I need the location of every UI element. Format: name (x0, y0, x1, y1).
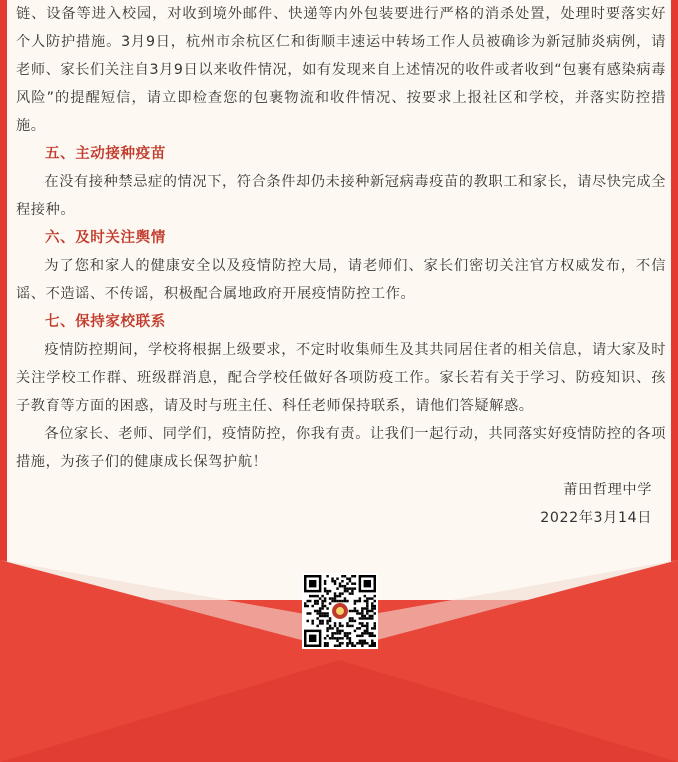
letter-paper (7, 0, 671, 600)
qr-code-icon (302, 573, 378, 649)
section-heading-vaccination: 五、主动接种疫苗 (45, 146, 166, 162)
paragraph-public-opinion: 为了您和家人的健康安全以及疫情防控大局，请老师们、家长们密切关注官方权威发布，不信谣、不造谣、不传谣，积极配合属地政府开展疫情防控工作。 (16, 258, 666, 302)
qr-code-pattern (304, 575, 376, 647)
section-heading-public-opinion: 六、及时关注舆情 (45, 230, 166, 246)
signature-date: 2022年3月14日 (540, 510, 652, 526)
paragraph-vaccination: 在没有接种禁忌症的情况下，符合条件却仍未接种新冠病毒疫苗的教职工和家长，请尽快完成全程接种。 (16, 174, 666, 218)
section-heading-home-school: 七、保持家校联系 (45, 314, 166, 330)
paragraph-continued: 链、设备等进入校园，对收到境外邮件、快递等内外包装要进行严格的消杀处置，处理时要落实好个人防护措施。3月9日，杭州市余杭区仁和街顺丰速运中转场工作人员被确诊为新冠肺炎病例，请老师、家长们关注自3月9日以来收件情况，如有发现来自上述情况的收件或者收到“包裹有感染病毒风险”的提醒短信，请立即检查您的包裹物流和收件情况、按要求上报社区和学校，并落实防控措施。 (16, 6, 666, 134)
paragraph-closing: 各位家长、老师、同学们，疫情防控，你我有责。让我们一起行动，共同落实好疫情防控的各项措施，为孩子们的健康成长保驾护航！ (16, 426, 666, 470)
notice-body (16, 0, 666, 532)
paragraph-home-school: 疫情防控期间，学校将根据上级要求，不定时收集师生及其共同居住者的相关信息，请大家及时关注学校工作群、班级群消息，配合学校任做好各项防疫工作。家长若有关于学习、防疫知识、孩子教育等方面的困惑，请及时与班主任、科任老师保持联系，请他们答疑解惑。 (16, 342, 666, 414)
signature-school: 莆田哲理中学 (563, 482, 652, 498)
